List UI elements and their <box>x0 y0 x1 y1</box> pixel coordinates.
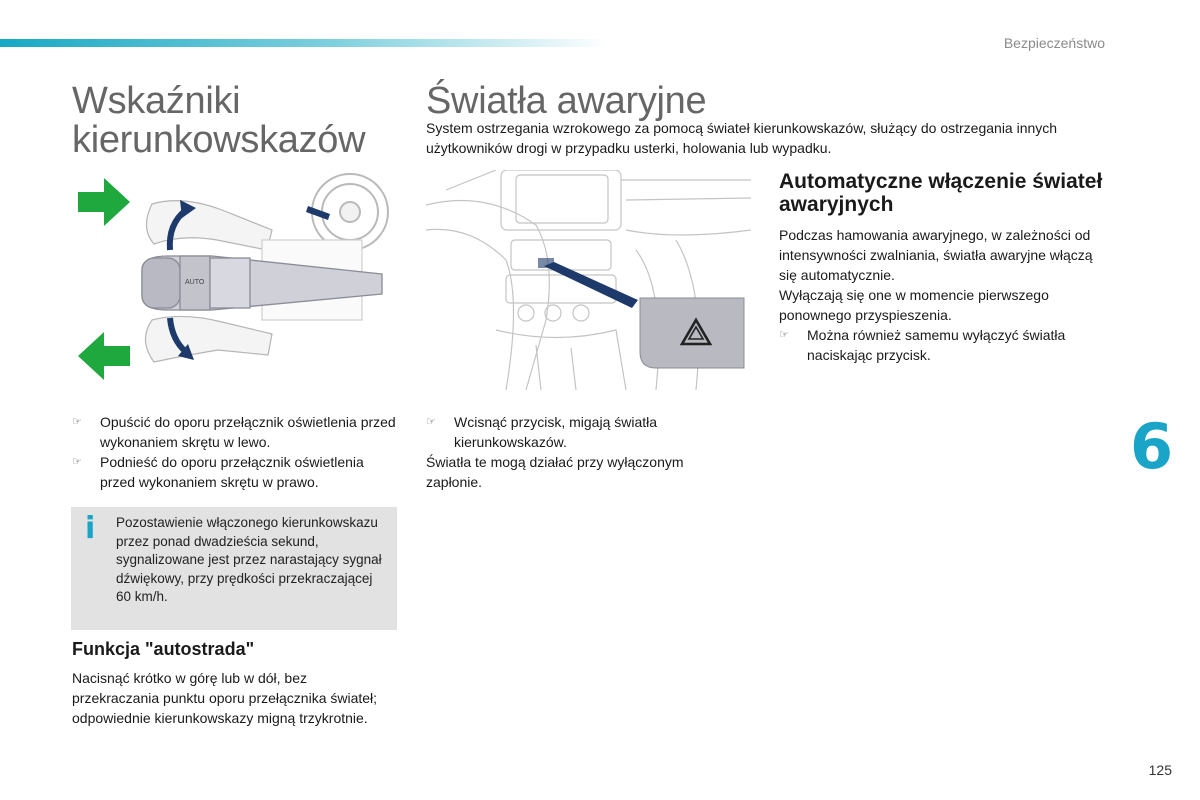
chapter-number: 6 <box>1130 410 1174 483</box>
hazard-pointer-line <box>544 262 638 308</box>
top-accent-bar <box>0 39 610 47</box>
middle-title: Światła awaryjne <box>426 80 707 122</box>
info-box <box>71 507 397 630</box>
auto-label: AUTO <box>185 279 205 286</box>
pointer-icon: ☞ <box>72 456 82 468</box>
page-number: 125 <box>1148 762 1172 778</box>
pointer-icon: ☞ <box>779 329 789 341</box>
pointer-icon: ☞ <box>72 416 82 428</box>
stalk-illustration <box>72 170 402 395</box>
middle-note: Światła te mogą działać przy wyłączonym zapłonie. <box>426 454 684 490</box>
subheading: Funkcja "autostrada" <box>72 639 255 659</box>
right-text2: Wyłączają się one w momencie pierwszego ponownego przyspieszenia. <box>779 287 1049 323</box>
right-text: Podczas hamowania awaryjnego, w zależności od intensywności zwalniania, światła awaryjne włączą się automatycznie. <box>779 227 1093 283</box>
bullet-text: Opuścić do oporu przełącznik oświetlenia przed wykonaniem skrętu w lewo. <box>100 414 396 450</box>
left-title-line2: kierunkowskazów <box>72 119 366 161</box>
bullet-item <box>72 452 402 492</box>
bullet-text: Można również samemu wyłączyć światła naciskając przycisk. <box>807 327 1066 363</box>
info-text: Pozostawienie włączonego kierunkowskazu przez ponad dwadzieścia sekund, sygnalizowane jest przez narastający sygnał dźwiękowy, przy prędkości przekraczającej 60 km/h. <box>116 515 382 604</box>
dashboard-illustration <box>426 170 751 390</box>
section-name: Bezpieczeństwo <box>1003 35 1105 51</box>
middle-bullets <box>426 412 726 492</box>
intro-text: System ostrzegania wzrokowego za pomocą świateł kierunkowskazów, służący do ostrzegania innych użytkowników drogi w przypadku usterki, holowania lub wypadku. <box>426 120 1058 156</box>
stalk-pointer <box>306 206 330 220</box>
subheading-text: Nacisnąć krótko w górę lub w dół, bez przekraczania punktu oporu przełącznika świateł; odpowiednie kierunkowskazy migną trzykrotnie. <box>72 670 378 726</box>
right-heading: Automatyczne włączenie świateł awaryjnych <box>779 170 1103 216</box>
bullet-text: Podnieść do oporu przełącznik oświetlenia przed wykonaniem skrętu w prawo. <box>100 454 364 490</box>
left-title-line1: Wskaźniki <box>72 80 241 122</box>
right-text-block <box>779 225 1109 365</box>
hazard-button[interactable] <box>640 298 744 368</box>
pointer-icon: ☞ <box>426 416 436 428</box>
bullet-item <box>72 412 402 452</box>
left-title <box>72 82 365 160</box>
bullet-item <box>779 325 1109 365</box>
left-arrow-icon <box>78 332 130 380</box>
bullet-item <box>426 412 726 452</box>
right-arrow-icon <box>78 178 130 226</box>
bullet-text: Wcisnąć przycisk, migają światła kierunkowskazów. <box>454 414 658 450</box>
info-icon: i <box>85 511 96 546</box>
left-bullets <box>72 412 402 492</box>
